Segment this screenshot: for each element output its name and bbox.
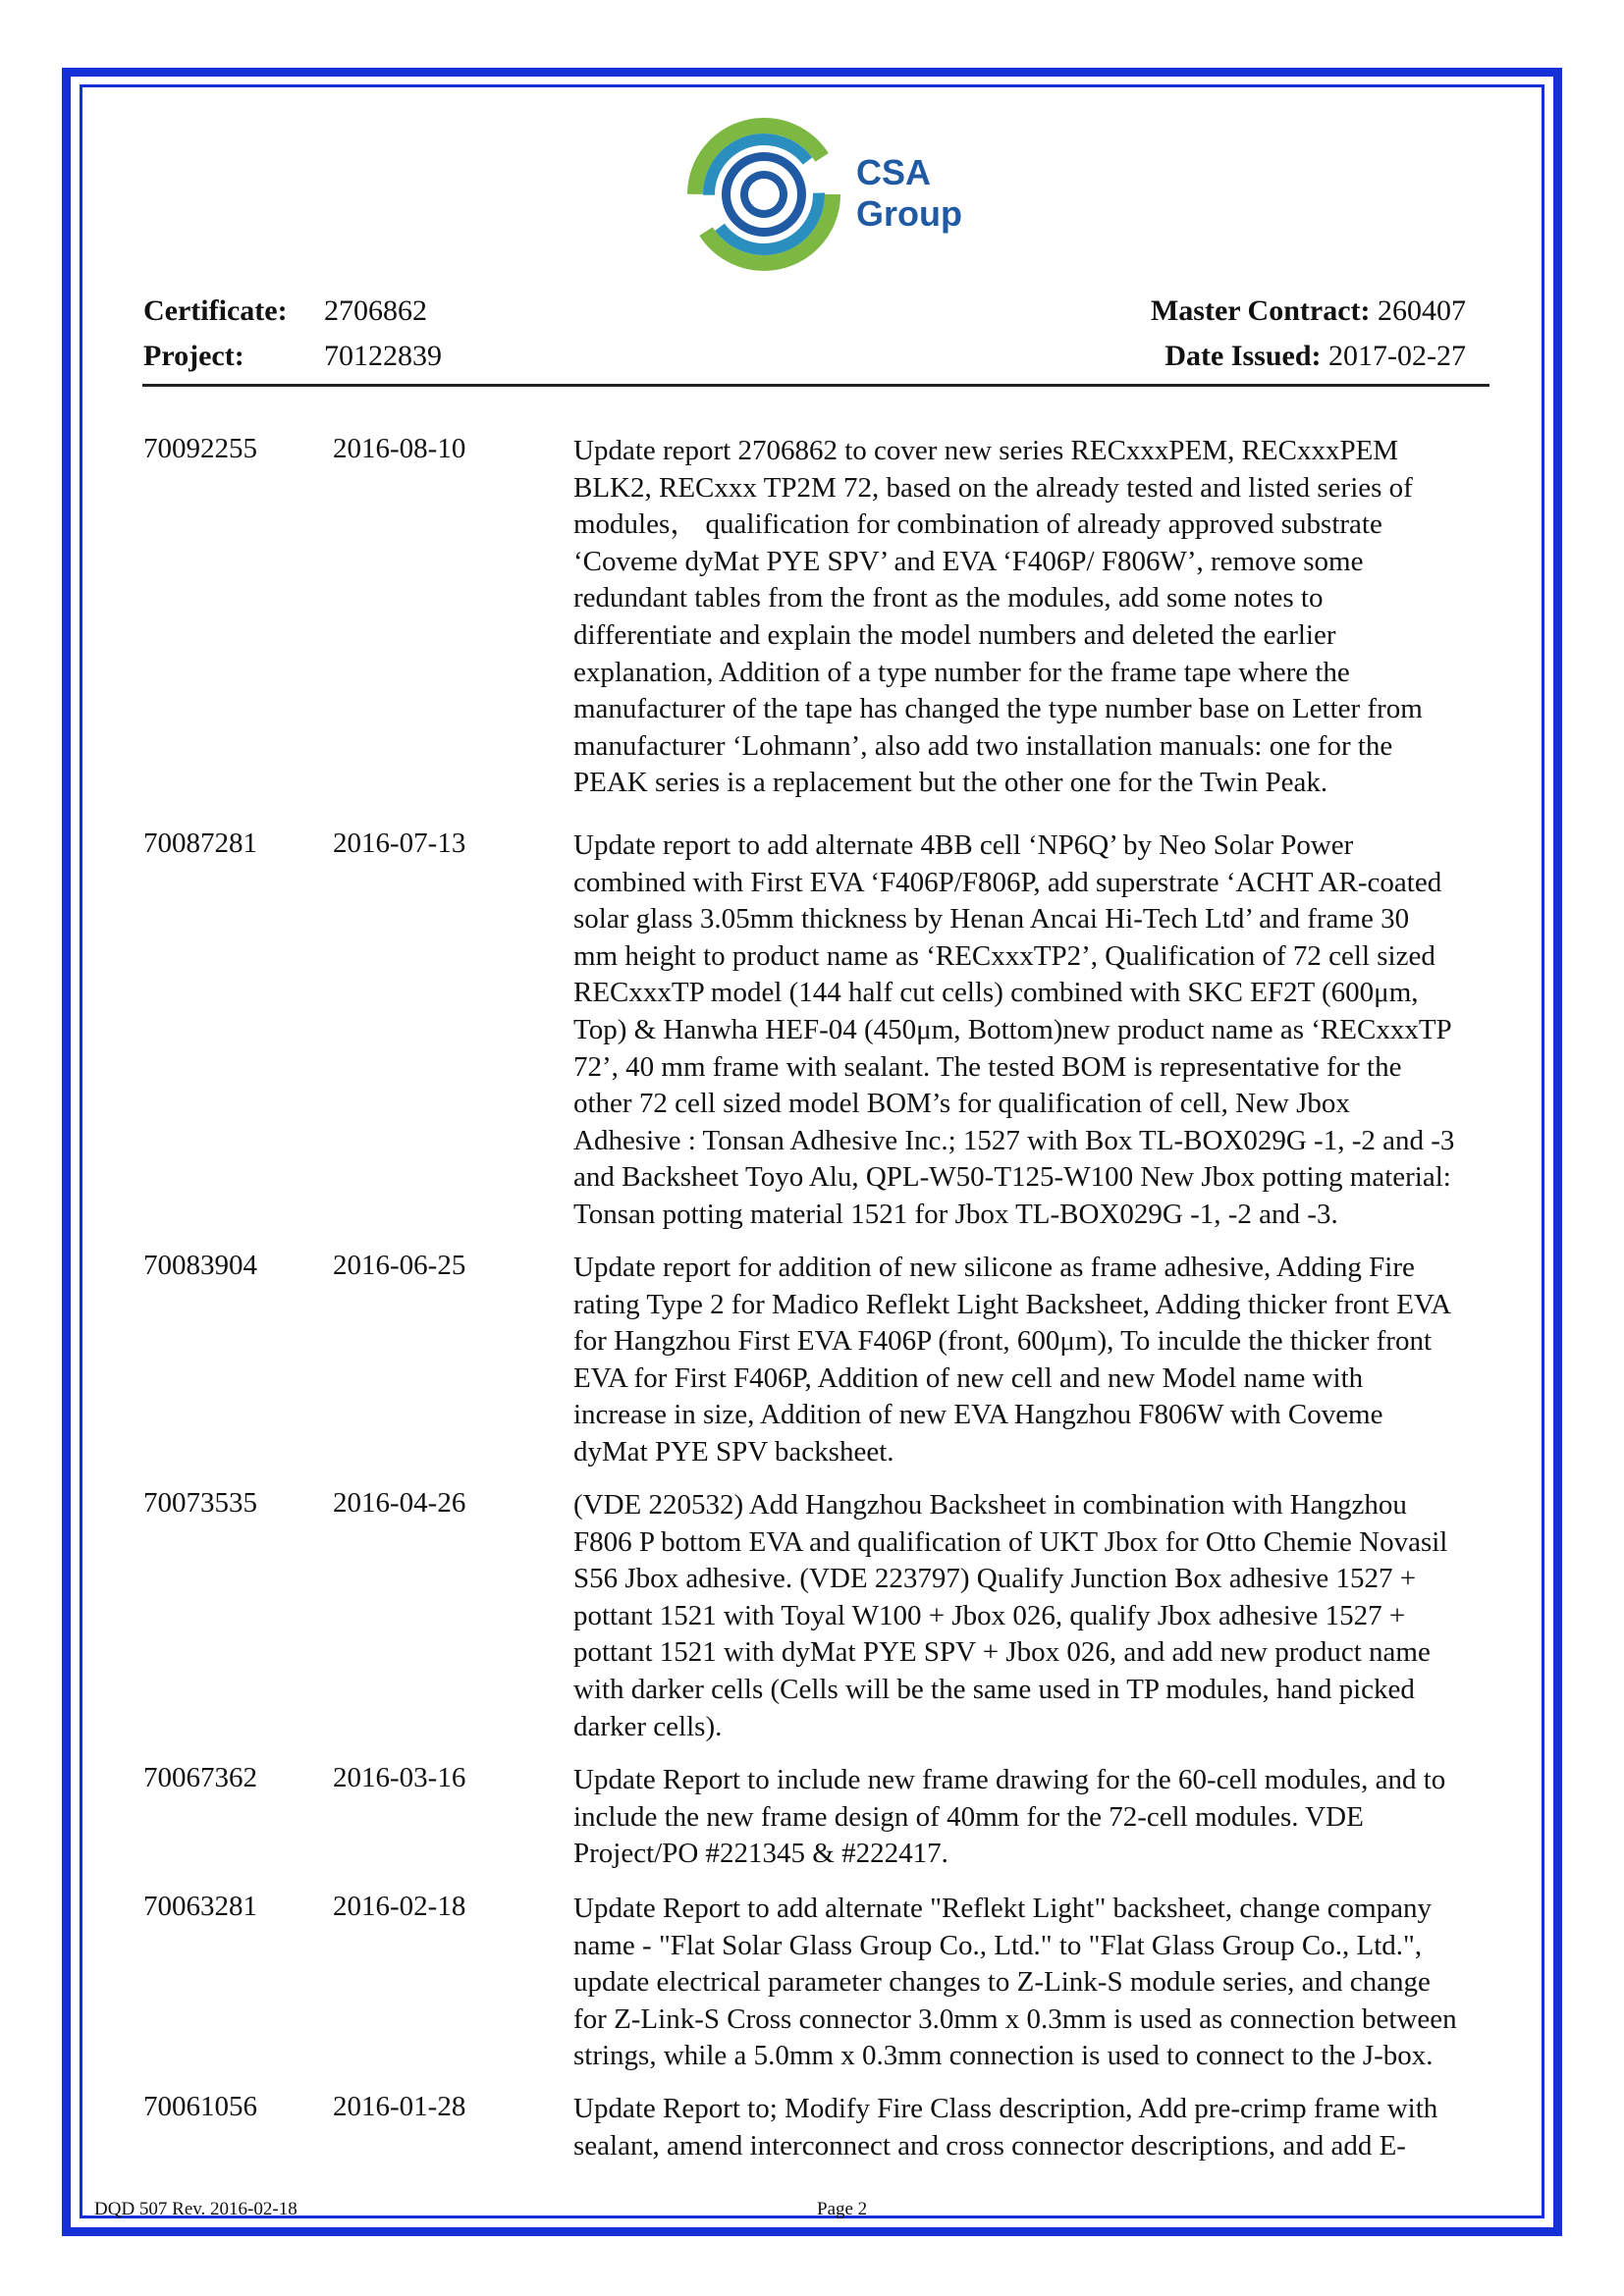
- entry-date: 2016-02-18: [333, 1891, 466, 1922]
- logo-line2: Group: [856, 193, 962, 234]
- entry-description: Update report to add alternate 4BB cell ‘NP6Q’ by Neo Solar Power combined with First EVA ‘F406P/F806P, add superstrate ‘ACHT AR-coated solar glass 3.05mm thickness by Henan Ancai Hi-Tech Ltd’ and frame 30 mm height to product name as ‘RECxxxTP2’, Qualification of 72 cell sized RECxxxTP model (144 half cut cells) combined with SKC EF2T (600μm, Top) & Hanwha HEF-04 (450μm, Bottom)new product name as ‘RECxxxTP 72’, 40 mm frame with sealant. The tested BOM is representative for the other 72 cell sized model BOM’s for qualification of cell, New Jbox Adhesive : Tonsan Adhesive Inc.; 1527 with Box TL-BOX029G -1, -2 and -3 and Backsheet Toyo Alu, QPL-W50-T125-W100 New Jbox potting material: Tonsan potting material 1521 for Jbox TL-BOX029G -1, -2 and -3.: [573, 829, 1455, 1230]
- date-issued: [1164, 340, 1466, 373]
- entry-date: 2016-08-10: [333, 433, 466, 464]
- entry-date: 2016-06-25: [333, 1250, 466, 1281]
- project-value: 70122839: [324, 340, 442, 372]
- entry-date: 2016-01-28: [333, 2091, 466, 2122]
- entry-project-number: 70092255: [143, 433, 257, 464]
- certificate-row: [143, 294, 288, 328]
- entry-date: 2016-07-13: [333, 828, 466, 859]
- entry-description: Update report for addition of new silicone as frame adhesive, Adding Fire rating Type 2 for Madico Reflekt Light Backsheet, Adding thicker front EVA for Hangzhou First EVA F406P (front, 600μm), To inculde the thicker front EVA for First F406P, Addition of new cell and new Model name with increase in size, Addition of new EVA Hangzhou F806W with Coveme dyMat PYE SPV backsheet.: [573, 1252, 1452, 1468]
- footer-page-number: Page 2: [817, 2199, 868, 2219]
- master-contract-value: 260407: [1378, 294, 1466, 327]
- entry-project-number: 70063281: [143, 1891, 257, 1922]
- master-contract: [1151, 294, 1466, 328]
- entry-project-number: 70061056: [143, 2091, 257, 2122]
- date-issued-value: 2017-02-27: [1328, 340, 1466, 372]
- entry-description: (VDE 220532) Add Hangzhou Backsheet in combination with Hangzhou F806 P bottom EVA and qualification of UKT Jbox for Otto Chemie Novasil S56 Jbox adhesive. (VDE 223797) Qualify Junction Box adhesive 1527 + pottant 1521 with Toyal W100 + Jbox 026, qualify Jbox adhesive 1527 + pottant 1521 with dyMat PYE SPV + Jbox 026, and add new product name with darker cells (Cells will be the same used in TP modules, hand picked darker cells).: [573, 1489, 1448, 1742]
- entry-project-number: 70073535: [143, 1487, 257, 1519]
- entry-date: 2016-04-26: [333, 1487, 466, 1519]
- entry-date: 2016-03-16: [333, 1762, 466, 1793]
- date-issued-label: Date Issued:: [1164, 340, 1322, 372]
- entry-project-number: 70067362: [143, 1762, 257, 1793]
- entry-project-number: 70083904: [143, 1250, 257, 1281]
- entry-description: Update Report to add alternate "Reflekt Light" backsheet, change company name - "Flat Solar Glass Group Co., Ltd." to "Flat Glass Group Co., Ltd.", update electrical parameter changes to Z-Link-S module series, and change for Z-Link-S Cross connector 3.0mm x 0.3mm is used as connection between strings, while a 5.0mm x 0.3mm connection is used to connect to the J-box.: [573, 1893, 1457, 2072]
- entry-description: Update Report to include new frame drawing for the 60-cell modules, and to include the new frame design of 40mm for the 72-cell modules. VDE Project/PO #221345 & #222417.: [573, 1764, 1446, 1870]
- project-row: [143, 340, 244, 373]
- header-divider: [142, 384, 1489, 387]
- master-contract-label: Master Contract:: [1150, 294, 1371, 327]
- logo-line1: CSA: [856, 152, 932, 192]
- certificate-label: Certificate:: [143, 294, 288, 327]
- entry-description: Update report 2706862 to cover new series RECxxxPEM, RECxxxPEM BLK2, RECxxx TP2M 72, based on the already tested and listed series of modules， qualification for combination of already approved substrate ‘Coveme dyMat PYE SPV’ and EVA ‘F406P/ F806W’, remove some redundant tables from the front as the modules, add some notes to differentiate and explain the model numbers and deleted the earlier explanation, Addition of a type number for the frame tape where the manufacturer of the tape has changed the type number base on Letter from manufacturer ‘Lohmann’, also add two installation manuals: one for the PEAK series is a replacement but the other one for the Twin Peak.: [573, 435, 1423, 799]
- footer-form-number: DQD 507 Rev. 2016-02-18: [94, 2199, 298, 2219]
- certificate-value: 2706862: [324, 294, 427, 327]
- entry-project-number: 70087281: [143, 828, 257, 859]
- entry-description: Update Report to; Modify Fire Class description, Add pre-crimp frame with sealant, amend interconnect and cross connector descriptions, and add E-: [573, 2093, 1438, 2162]
- logo-text: [856, 152, 962, 235]
- project-label: Project:: [143, 340, 244, 372]
